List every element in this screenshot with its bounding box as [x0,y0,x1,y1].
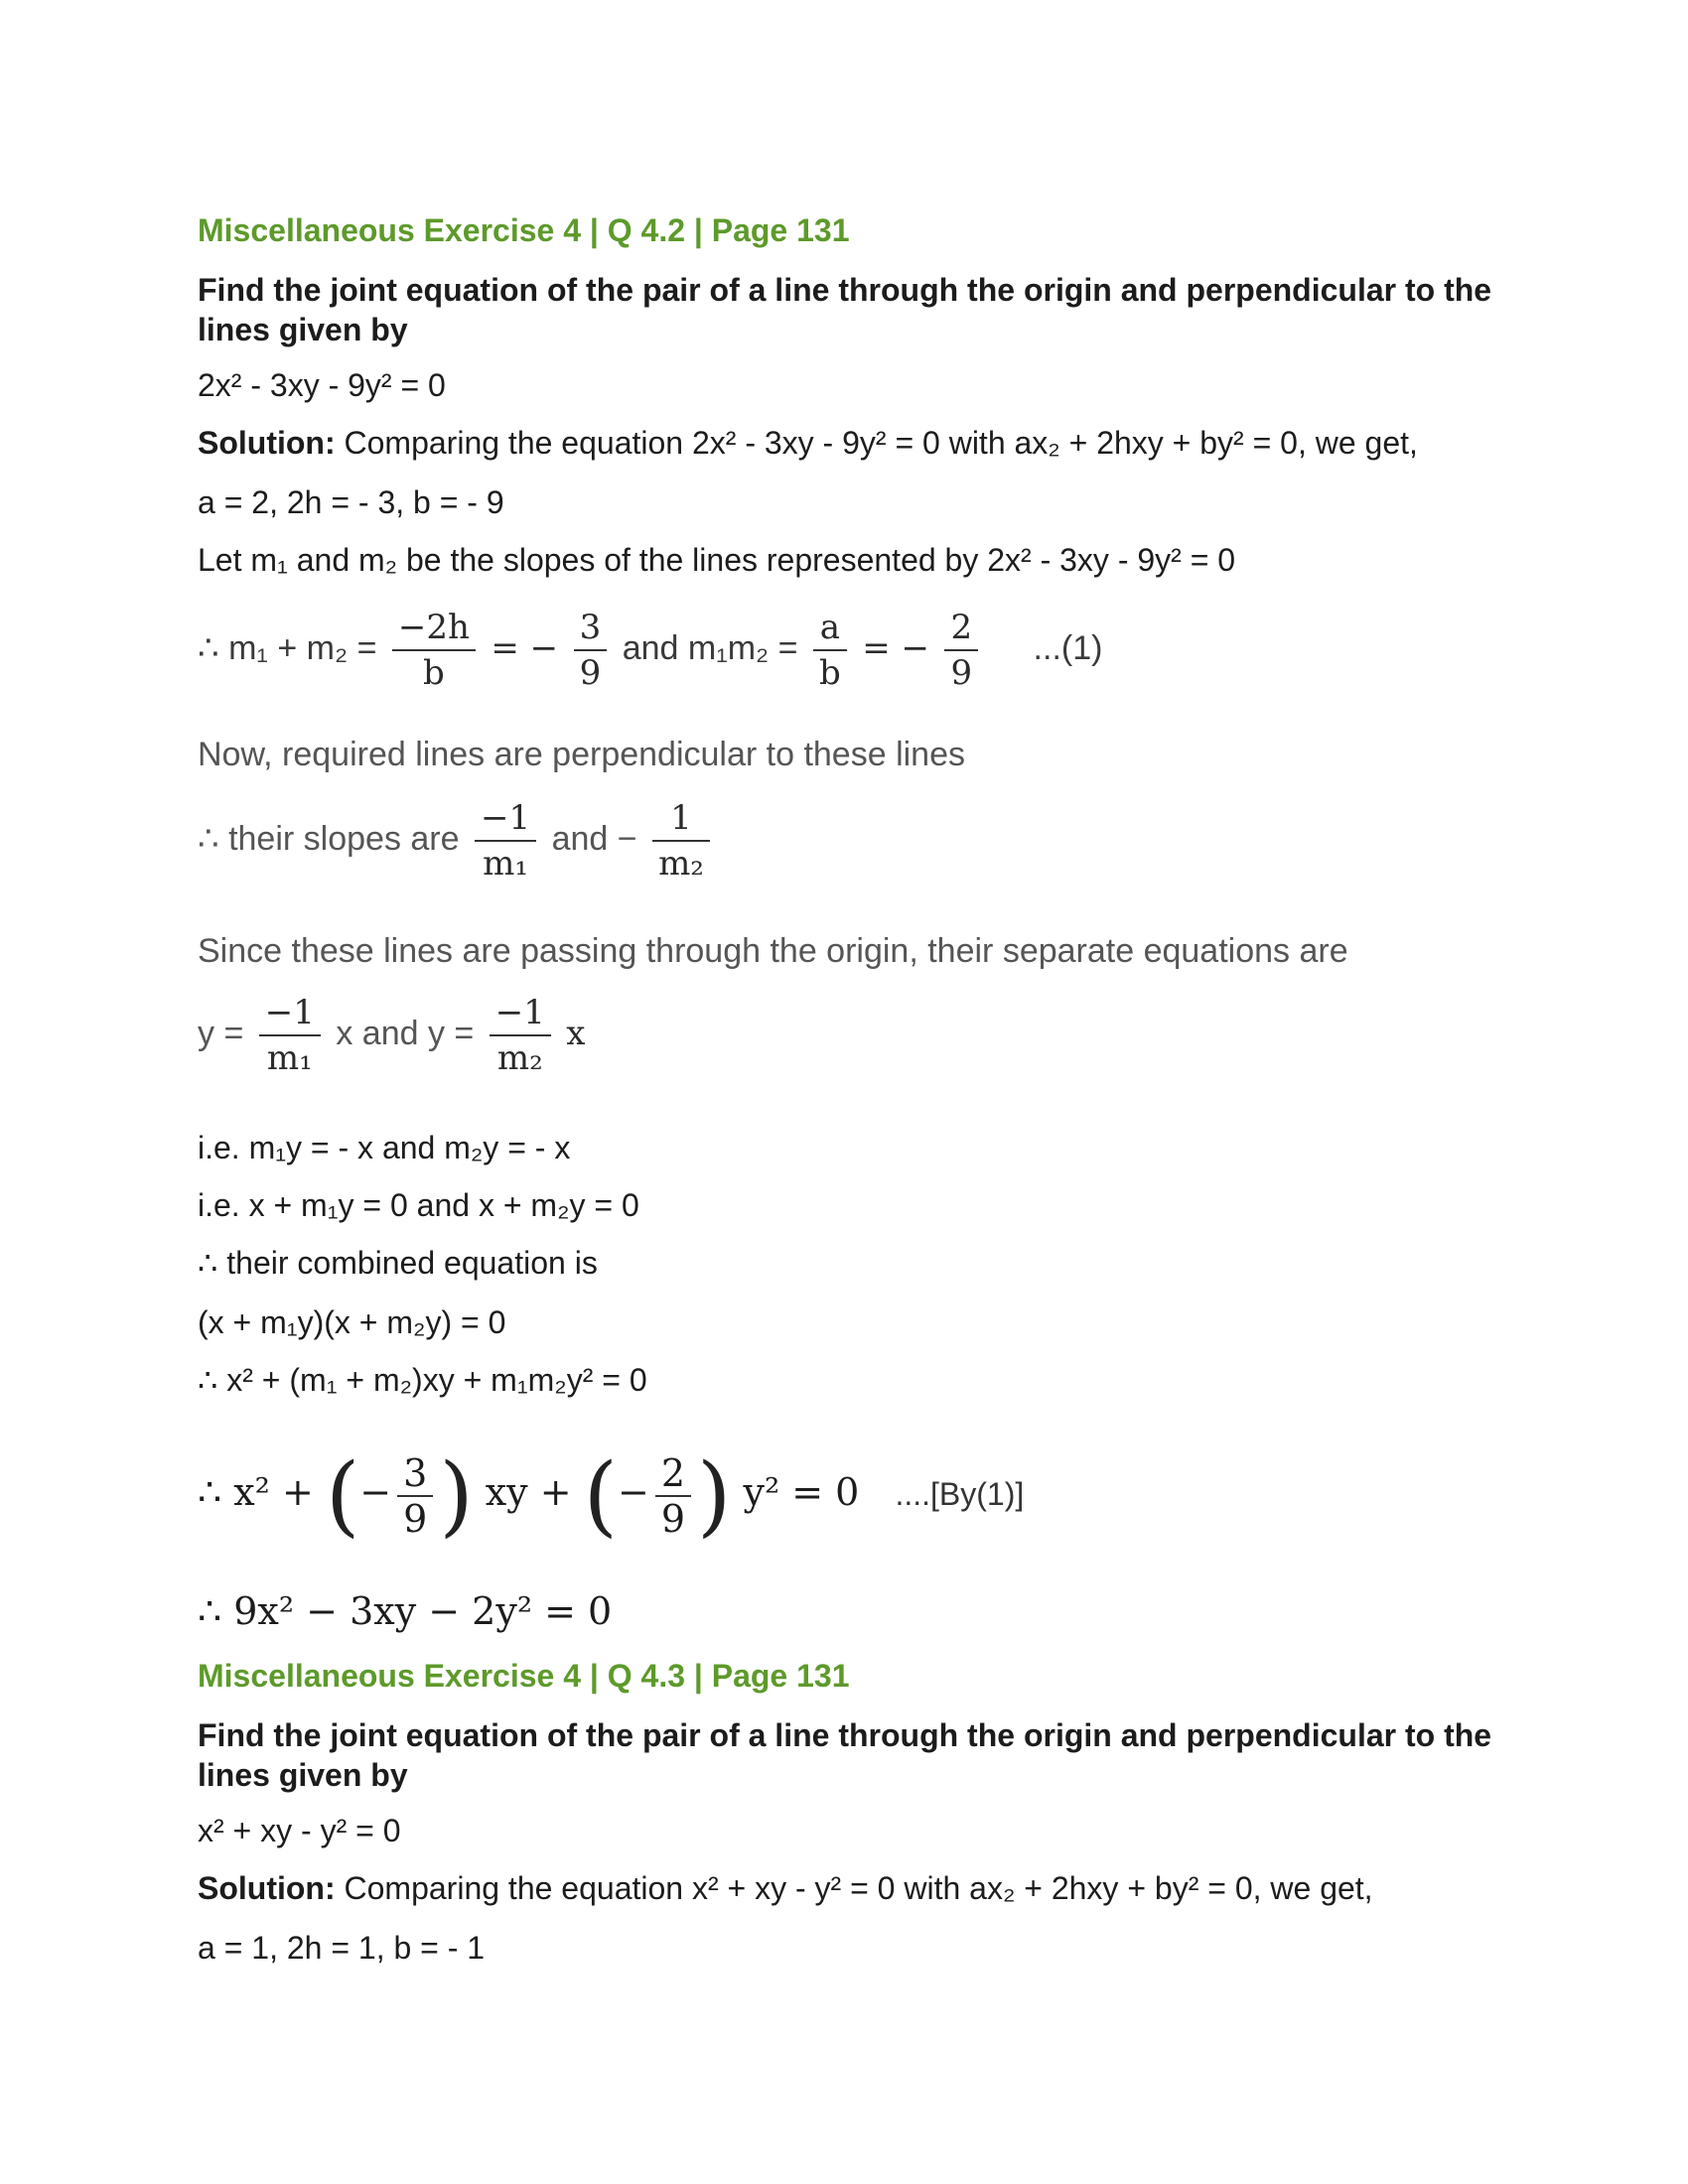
solution-text: Comparing the equation x² + xy - y² = 0 with ax₂ + 2hxy + by² = 0, we get, [344,1870,1373,1906]
minus-sign: − [359,1470,392,1514]
fraction-denominator: m₂ [658,844,704,885]
fraction-numerator: −1 [259,991,321,1036]
question-text-q42: Find the joint equation of the pair of a line through the origin and perpendicular to the lines given by [198,272,1492,347]
fraction-neg1-m1 [259,991,321,1080]
substituted-equation [198,1437,1024,1549]
fraction-neg1-m2 [490,991,551,1080]
fraction-numerator: 2 [944,606,978,651]
and-minus: and − [551,820,637,858]
x-and-y-equals: x and y = [336,1015,475,1052]
equation-reference-1: ...(1) [1033,629,1103,667]
y-equals: y = [198,1015,244,1052]
fraction-1-m2 [652,796,710,886]
fraction-neg2h-b [392,606,476,695]
coefficients-q42: a = 2, 2h = - 3, b = - 9 [198,484,504,520]
ie-line-1: i.e. m₁y = - x and m₂y = - x [198,1130,571,1165]
expanded-equation: ∴ x² + (m₁ + m₂)xy + m₁m₂y² = 0 [198,1362,647,1398]
fraction-denominator: m₁ [483,844,528,885]
fraction-denominator: 9 [403,1496,428,1541]
solution-label: Solution: [198,1870,336,1906]
fraction-neg1-m1 [475,796,536,886]
xy-plus: xy + [485,1470,572,1514]
right-paren: ) [697,1443,732,1547]
fraction-numerator: 2 [655,1451,691,1497]
fraction-denominator: b [423,653,445,694]
y-squared-equals-zero: y² = 0 [743,1470,860,1514]
fraction-denominator: b [818,653,841,694]
left-paren: ( [325,1443,360,1547]
left-paren: ( [583,1443,619,1547]
solution-text: Comparing the equation 2x² - 3xy - 9y² = 0 with ax₂ + 2hxy + by² = 0, we get, [344,425,1418,461]
section-heading-q42: Miscellaneous Exercise 4 | Q 4.2 | Page 131 [198,212,850,248]
product-equation: (x + m₁y)(x + m₂y) = 0 [198,1304,506,1340]
fraction-a-b [813,606,847,695]
fraction-2-9 [944,606,978,695]
required-slopes [198,794,716,886]
fraction-numerator: 1 [652,796,710,842]
ie-line-2: i.e. x + m₁y = 0 and x + m₂y = 0 [198,1187,639,1223]
fraction-denominator: m₁ [266,1038,313,1079]
solution-label: Solution: [198,425,336,461]
sum-lhs: ∴ m₁ + m₂ = [198,629,377,667]
fraction-3-9 [574,606,608,695]
fraction-denominator: 9 [579,653,602,694]
right-paren: ) [439,1443,474,1547]
given-equation-q42: 2x² - 3xy - 9y² = 0 [198,367,446,403]
fraction-numerator: −1 [475,796,536,842]
fraction-numerator: a [813,606,847,651]
x-variable: x [566,1014,586,1053]
question-text-q43: Find the joint equation of the pair of a line through the origin and perpendicular to the lines given by [198,1717,1492,1793]
fraction-3-9 [397,1451,433,1541]
equals-minus: = − [491,628,559,668]
final-answer-q42: ∴ 9x² − 3xy − 2y² = 0 [198,1589,613,1633]
solution-line-q42 [198,423,1418,463]
equation-reference-by1: ....[By(1)] [895,1476,1025,1512]
fraction-numerator: 3 [574,606,608,651]
given-equation-q43: x² + xy - y² = 0 [198,1813,401,1848]
fraction-numerator: 3 [397,1451,433,1497]
fraction-2-9 [655,1451,691,1541]
slopes-lhs: ∴ their slopes are [198,820,460,858]
fraction-denominator: m₂ [496,1038,543,1079]
fraction-numerator: −2h [392,606,476,651]
section-heading-q43: Miscellaneous Exercise 4 | Q 4.3 | Page 131 [198,1658,850,1694]
origin-statement: Since these lines are passing through the origin, their separate equations are [198,932,1348,970]
perpendicular-statement: Now, required lines are perpendicular to these lines [198,736,966,773]
and-product-lhs: and m₁m₂ = [622,629,798,667]
combined-equation-label: ∴ their combined equation is [198,1245,598,1281]
minus-sign: − [618,1470,649,1514]
coefficients-q43: a = 1, 2h = 1, b = - 1 [198,1930,486,1966]
sum-product-equation [198,604,1102,695]
subst-lhs: ∴ x² + [198,1470,314,1514]
solution-line-q43 [198,1868,1373,1908]
fraction-denominator: 9 [950,653,973,694]
fraction-numerator: −1 [490,991,551,1036]
fraction-denominator: 9 [660,1496,686,1541]
slopes-intro-q42: Let m₁ and m₂ be the slopes of the lines represented by 2x² - 3xy - 9y² = 0 [198,542,1236,578]
equals-minus: = − [862,628,929,668]
separate-equations [198,989,585,1080]
